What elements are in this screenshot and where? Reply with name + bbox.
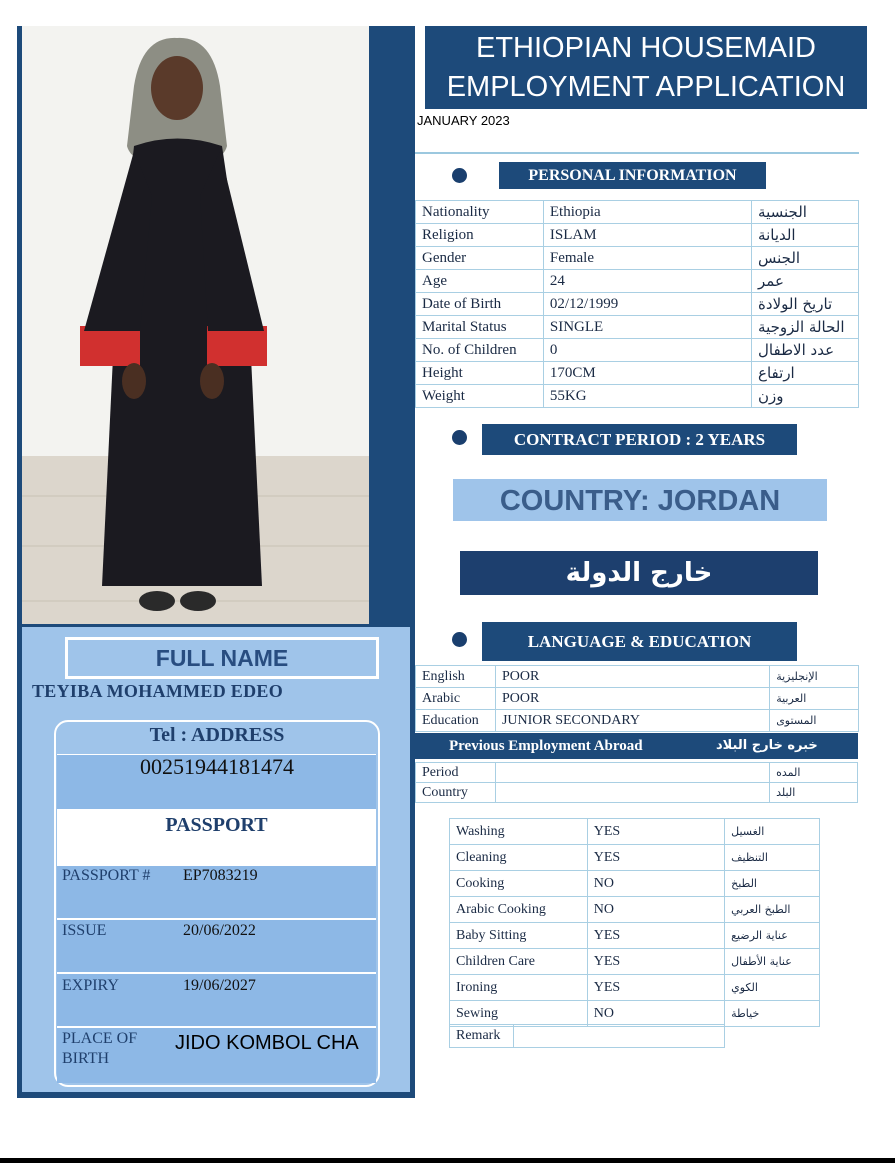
row-value: Female (543, 247, 751, 270)
table-row (450, 1025, 725, 1048)
table-row (416, 783, 858, 803)
issue-value: 20/06/2022 (183, 922, 256, 939)
skill-value: YES (587, 949, 724, 975)
table-row (416, 710, 859, 732)
table-row (450, 819, 820, 845)
row-value: Ethiopia (543, 201, 751, 224)
passport-number-label: PASSPORT # (62, 867, 151, 884)
row-arabic: عدد الاطفال (752, 339, 859, 362)
row-arabic: عمر (752, 270, 859, 293)
skill-label: Baby Sitting (450, 923, 588, 949)
skill-arabic: الغسيل (725, 819, 820, 845)
row-value: 55KG (543, 385, 751, 408)
expiry-label: EXPIRY (62, 977, 119, 994)
divider (415, 152, 859, 154)
row-arabic: البلد (770, 783, 858, 803)
table-row (416, 247, 859, 270)
application-date: JANUARY 2023 (417, 113, 510, 128)
skill-value: YES (587, 819, 724, 845)
table-row (416, 201, 859, 224)
row-arabic: الحالة الزوجية (752, 316, 859, 339)
previous-employment-heading (410, 733, 858, 759)
table-row (416, 385, 859, 408)
row-value: 170CM (543, 362, 751, 385)
row-value: ISLAM (543, 224, 751, 247)
previous-employment-table (415, 762, 858, 803)
arabic-abroad-banner: خارج الدولة (460, 551, 818, 595)
language-education-heading: LANGUAGE & EDUCATION (482, 622, 797, 661)
table-row (416, 763, 858, 783)
row-label: Education (416, 710, 496, 732)
bullet-icon (452, 632, 467, 647)
row-arabic: المستوى (770, 710, 859, 732)
row-arabic: الجنسية (752, 201, 859, 224)
bullet-icon (452, 430, 467, 445)
skill-arabic: عناية الأطفال (725, 949, 820, 975)
row-label: Country (416, 783, 496, 803)
full-name-label: FULL NAME (65, 637, 379, 679)
place-of-birth-label (62, 1029, 137, 1069)
place-of-birth-label-line1: PLACE OF (62, 1030, 138, 1047)
table-row (450, 897, 820, 923)
title-line-2: EMPLOYMENT APPLICATION (446, 71, 846, 103)
row-arabic: تاريخ الولادة (752, 293, 859, 316)
language-education-table (415, 665, 859, 732)
row-value (495, 783, 769, 803)
table-row (450, 845, 820, 871)
skill-arabic: خياطة (725, 1001, 820, 1027)
page-title (425, 26, 867, 109)
table-row (450, 1001, 820, 1027)
row-value: 24 (543, 270, 751, 293)
table-row (416, 293, 859, 316)
table-row (416, 339, 859, 362)
skill-value: YES (587, 845, 724, 871)
skills-table (449, 818, 820, 1027)
skill-label: Arabic Cooking (450, 897, 588, 923)
row-label: Nationality (416, 201, 544, 224)
row-arabic: العربية (770, 688, 859, 710)
skill-value: NO (587, 871, 724, 897)
table-row (416, 270, 859, 293)
tel-address-label: Tel : ADDRESS (149, 724, 285, 746)
row-label: Gender (416, 247, 544, 270)
title-line-1: ETHIOPIAN HOUSEMAID (476, 32, 816, 64)
applicant-photo (22, 26, 369, 624)
passport-number-value: EP7083219 (183, 867, 258, 884)
skill-label: Sewing (450, 1001, 588, 1027)
table-row (450, 871, 820, 897)
row-label: Age (416, 270, 544, 293)
row-label: No. of Children (416, 339, 544, 362)
previous-employment-title-arabic: خبره خارج البلاد (716, 738, 818, 753)
place-of-birth-value: JIDO KOMBOL CHA (175, 1032, 359, 1054)
row-label: Weight (416, 385, 544, 408)
row-arabic: الجنس (752, 247, 859, 270)
row-value: SINGLE (543, 316, 751, 339)
row-value: 0 (543, 339, 751, 362)
table-row (416, 316, 859, 339)
skill-value: YES (587, 923, 724, 949)
table-row (450, 975, 820, 1001)
row-value: POOR (495, 666, 769, 688)
country-banner: COUNTRY: JORDAN (453, 479, 827, 521)
table-row (450, 923, 820, 949)
applicant-full-name: TEYIBA MOHAMMED EDEO (32, 681, 284, 701)
skill-label: Children Care (450, 949, 588, 975)
footer-rule (0, 1158, 895, 1163)
row-label: Date of Birth (416, 293, 544, 316)
row-label: Marital Status (416, 316, 544, 339)
skill-arabic: الطبخ (725, 871, 820, 897)
tel-number: 00251944181474 (140, 754, 294, 779)
skill-arabic: الكوي (725, 975, 820, 1001)
row-label: English (416, 666, 496, 688)
skill-value: NO (587, 1001, 724, 1027)
table-row (416, 666, 859, 688)
skill-label: Cooking (450, 871, 588, 897)
row-label: Height (416, 362, 544, 385)
row-arabic: الإنجليزية (770, 666, 859, 688)
row-label: Period (416, 763, 496, 783)
row-value: POOR (495, 688, 769, 710)
personal-information-table (415, 200, 859, 408)
row-arabic: المده (770, 763, 858, 783)
table-row (416, 688, 859, 710)
row-value: 02/12/1999 (543, 293, 751, 316)
row-value: JUNIOR SECONDARY (495, 710, 769, 732)
skill-arabic: التنظيف (725, 845, 820, 871)
row-arabic: ارتفاع (752, 362, 859, 385)
row-label: Religion (416, 224, 544, 247)
personal-information-heading: PERSONAL INFORMATION (499, 162, 766, 189)
contract-period: CONTRACT PERIOD : 2 YEARS (482, 424, 797, 455)
row-arabic: وزن (752, 385, 859, 408)
bullet-icon (452, 168, 467, 183)
remark-table (449, 1024, 725, 1048)
row-value (495, 763, 769, 783)
remark-label: Remark (450, 1025, 514, 1048)
passport-heading: PASSPORT (165, 814, 268, 836)
issue-label: ISSUE (62, 922, 107, 939)
skill-arabic: عناية الرضيع (725, 923, 820, 949)
skill-arabic: الطبخ العربي (725, 897, 820, 923)
skill-label: Washing (450, 819, 588, 845)
table-row (450, 949, 820, 975)
skill-label: Ironing (450, 975, 588, 1001)
skill-label: Cleaning (450, 845, 588, 871)
table-row (416, 362, 859, 385)
row-label: Arabic (416, 688, 496, 710)
expiry-value: 19/06/2027 (183, 977, 256, 994)
skill-value: NO (587, 897, 724, 923)
skill-value: YES (587, 975, 724, 1001)
remark-value (513, 1025, 724, 1048)
table-row (416, 224, 859, 247)
previous-employment-title: Previous Employment Abroad (449, 738, 643, 754)
row-arabic: الديانة (752, 224, 859, 247)
place-of-birth-label-line2: BIRTH (62, 1050, 110, 1067)
